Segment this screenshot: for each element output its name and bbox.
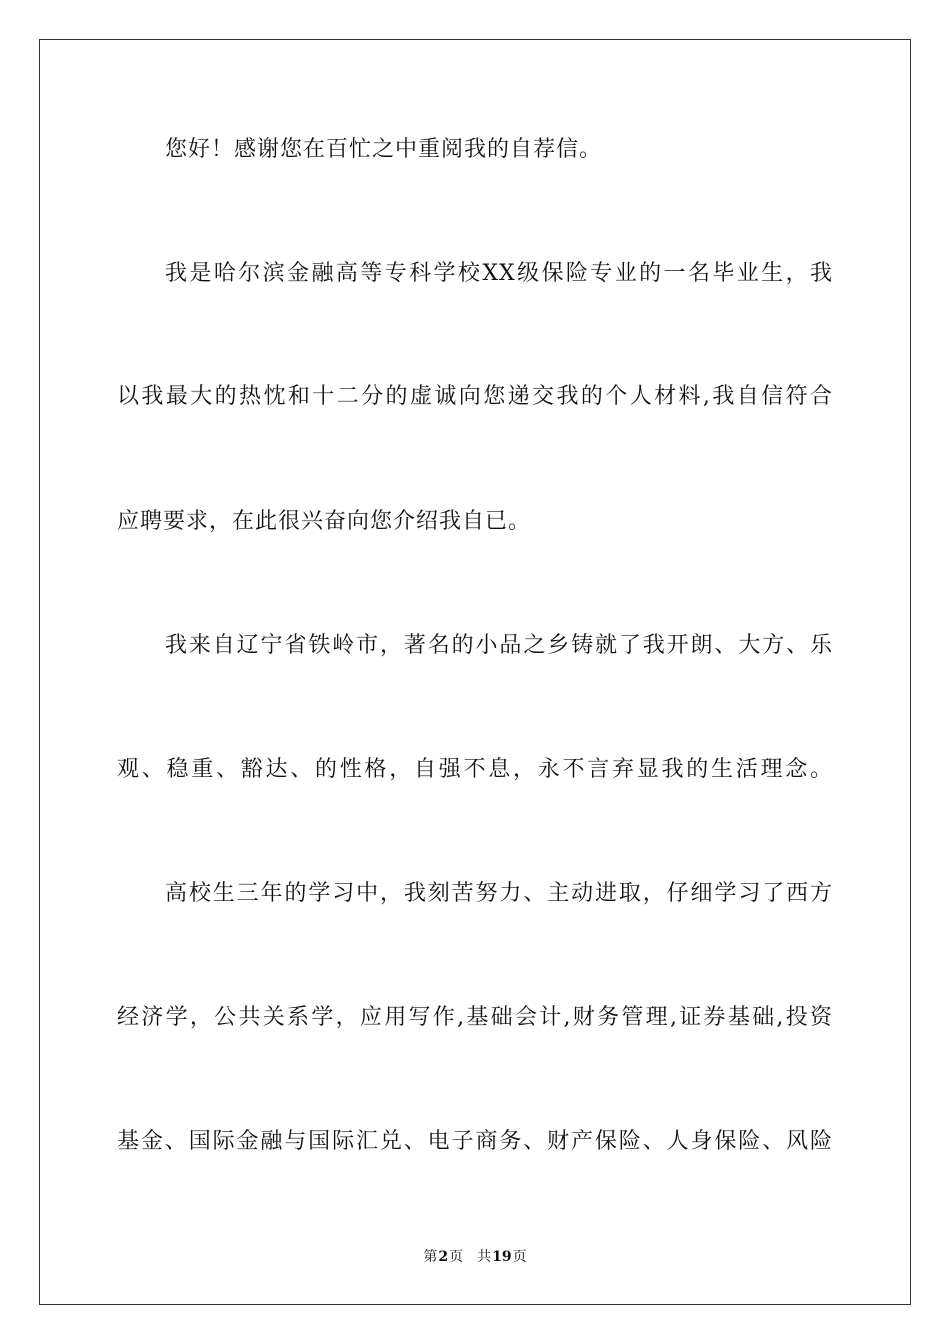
total-suffix: 页	[512, 1249, 527, 1265]
paragraph-study-line-1: 高校生三年的学习中，我刻苦努力、主动进取，仔细学习了西方	[165, 881, 833, 906]
paragraph-origin-line-1: 我来自辽宁省铁岭市，著名的小品之乡铸就了我开朗、大方、乐	[165, 633, 833, 658]
total-pages: 19	[492, 1249, 512, 1265]
page-suffix: 页	[449, 1249, 464, 1265]
paragraph-intro-line-3: 应聘要求，在此很兴奋向您介绍我自已。	[117, 509, 532, 534]
page-number: 2	[438, 1249, 449, 1265]
page-prefix: 第	[423, 1249, 438, 1265]
page-footer	[0, 1248, 950, 1266]
total-prefix: 共	[477, 1249, 492, 1265]
paragraph-study-line-3: 基金、国际金融与国际汇兑、电子商务、财产保险、人身保险、风险	[117, 1129, 833, 1154]
paragraph-study-line-2: 经济学，公共关系学，应用写作,基础会计,财务管理,证券基础,投资	[117, 1005, 833, 1030]
paragraph-origin-line-2: 观、稳重、豁达、的性格，自强不息，永不言弃显我的生活理念。	[117, 757, 833, 782]
paragraph-intro-line-2: 以我最大的热忱和十二分的虚诚向您递交我的个人材料,我自信符合	[117, 384, 833, 409]
paragraph-greeting: 您好！感谢您在百忙之中重阅我的自荐信。	[165, 137, 603, 162]
page-border	[39, 39, 911, 1305]
paragraph-intro-line-1: 我是哈尔滨金融高等专科学校XX级保险专业的一名毕业生，我	[165, 261, 833, 286]
